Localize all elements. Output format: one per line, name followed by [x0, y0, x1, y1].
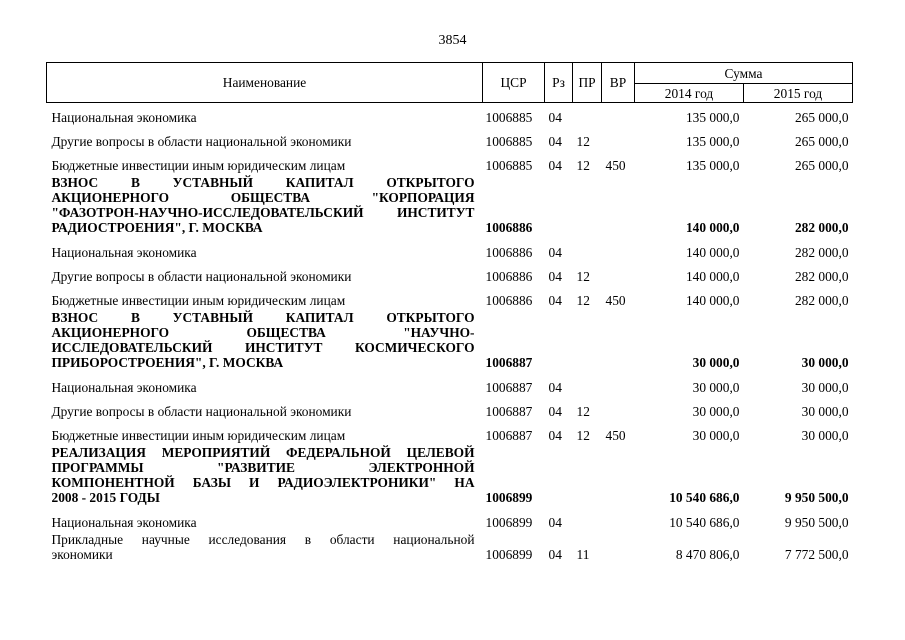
row-csr: 1006885 [485, 110, 533, 125]
row-rz: 04 [548, 380, 562, 395]
row-rz: 04 [548, 404, 562, 419]
row-rz: 04 [548, 515, 562, 530]
row-pr [573, 310, 602, 373]
row-name-line: 2008 - 2015 ГОДЫ [51, 490, 160, 505]
row-2015: 30 000,0 [801, 355, 849, 370]
row-name-line: ПРИБОРОСТРОЕНИЯ", Г. МОСКВА [51, 355, 284, 370]
row-pr [573, 508, 602, 532]
row-csr: 1006885 [485, 158, 533, 173]
row-name-line: ПРОГРАММЫ "РАЗВИТИЕ ЭЛЕКТРОННОЙ [51, 460, 475, 475]
row-2015: 9 950 500,0 [784, 490, 849, 505]
row-name [47, 532, 483, 564]
row-csr: 1006887 [485, 355, 533, 370]
row-vr [602, 175, 635, 238]
header-rz: Рз [545, 63, 573, 103]
row-name [47, 127, 483, 151]
row-2015: 7 772 500,0 [784, 547, 849, 562]
row-name [47, 397, 483, 421]
row-name-line: Бюджетные инвестиции иным юридическим лицам [51, 428, 346, 443]
row-csr: 1006887 [485, 380, 533, 395]
row-name-line: Национальная экономика [51, 110, 197, 125]
row-vr [602, 397, 635, 421]
row-2014: 140 000,0 [685, 269, 740, 284]
header-sum: Сумма [635, 63, 853, 84]
row-2014: 10 540 686,0 [669, 515, 740, 530]
row-csr: 1006899 [485, 515, 533, 530]
header-2015: 2015 год [744, 84, 853, 103]
row-name [47, 310, 483, 373]
row-csr: 1006886 [485, 293, 533, 308]
row-csr: 1006885 [485, 134, 533, 149]
row-rz: 04 [548, 547, 562, 562]
row-2015: 282 000,0 [794, 220, 849, 235]
row-rz: 04 [548, 110, 562, 125]
row-2014: 135 000,0 [685, 158, 740, 173]
header-csr: ЦСР [483, 63, 545, 103]
row-name-line: ВЗНОС В УСТАВНЫЙ КАПИТАЛ ОТКРЫТОГО [51, 175, 475, 190]
table-row [47, 175, 853, 238]
row-pr: 12 [576, 404, 590, 419]
row-vr [602, 532, 635, 564]
row-2014: 135 000,0 [685, 110, 740, 125]
row-name [47, 508, 483, 532]
row-pr [573, 445, 602, 508]
row-name-line: АКЦИОНЕРНОГО ОБЩЕСТВА "НАУЧНО- [51, 325, 475, 340]
row-name-line: Бюджетные инвестиции иным юридическим лицам [51, 158, 346, 173]
row-name-line: экономики [51, 547, 113, 562]
table-row [47, 262, 853, 286]
row-csr: 1006886 [485, 220, 533, 235]
row-name-line: Национальная экономика [51, 515, 197, 530]
row-vr [602, 238, 635, 262]
row-name-line: Национальная экономика [51, 380, 197, 395]
row-pr [573, 373, 602, 397]
row-2014: 30 000,0 [692, 380, 740, 395]
row-rz: 04 [548, 158, 562, 173]
row-name [47, 445, 483, 508]
budget-table [46, 62, 853, 564]
row-2015: 9 950 500,0 [784, 515, 849, 530]
header-name: Наименование [47, 63, 483, 103]
table-row [47, 532, 853, 564]
row-pr [573, 103, 602, 128]
row-2015: 265 000,0 [794, 158, 849, 173]
row-pr [573, 238, 602, 262]
row-name-line: Другие вопросы в области национальной экономики [51, 269, 352, 284]
header-vr: ВР [602, 63, 635, 103]
row-2015: 282 000,0 [794, 293, 849, 308]
row-rz [545, 445, 573, 508]
row-vr [602, 262, 635, 286]
row-pr: 11 [576, 547, 590, 562]
row-2015: 265 000,0 [794, 134, 849, 149]
row-name-line: "ФАЗОТРОН-НАУЧНО-ИССЛЕДОВАТЕЛЬСКИЙ ИНСТИТУТ [51, 205, 475, 220]
row-name [47, 421, 483, 445]
row-name-line: РАДИОСТРОЕНИЯ", Г. МОСКВА [51, 220, 263, 235]
row-csr: 1006886 [485, 269, 533, 284]
row-2015: 265 000,0 [794, 110, 849, 125]
row-name-line: Другие вопросы в области национальной экономики [51, 404, 352, 419]
row-name [47, 373, 483, 397]
row-2014: 30 000,0 [692, 355, 740, 370]
table-row [47, 373, 853, 397]
row-name-line: Другие вопросы в области национальной экономики [51, 134, 352, 149]
row-name-line: Бюджетные инвестиции иным юридическим лицам [51, 293, 346, 308]
row-pr: 12 [576, 269, 590, 284]
row-name [47, 151, 483, 175]
row-pr: 12 [576, 158, 590, 173]
row-vr [602, 445, 635, 508]
row-vr [602, 103, 635, 128]
row-name [47, 238, 483, 262]
row-vr: 450 [605, 293, 626, 308]
row-2015: 30 000,0 [801, 404, 849, 419]
table-row [47, 103, 853, 128]
row-2015: 282 000,0 [794, 269, 849, 284]
row-name-line: АКЦИОНЕРНОГО ОБЩЕСТВА "КОРПОРАЦИЯ [51, 190, 475, 205]
row-2014: 8 470 806,0 [675, 547, 740, 562]
row-2015: 282 000,0 [794, 245, 849, 260]
row-name-line: ИССЛЕДОВАТЕЛЬСКИЙ ИНСТИТУТ КОСМИЧЕСКОГО [51, 340, 475, 355]
header-pr: ПР [573, 63, 602, 103]
row-rz: 04 [548, 428, 562, 443]
row-2014: 30 000,0 [692, 404, 740, 419]
row-csr: 1006886 [485, 245, 533, 260]
row-rz: 04 [548, 269, 562, 284]
row-rz [545, 310, 573, 373]
row-rz [545, 175, 573, 238]
table-row [47, 238, 853, 262]
row-rz: 04 [548, 245, 562, 260]
row-name-line: Национальная экономика [51, 245, 197, 260]
row-name-line: ВЗНОС В УСТАВНЫЙ КАПИТАЛ ОТКРЫТОГО [51, 310, 475, 325]
table-body [47, 103, 853, 565]
row-vr: 450 [605, 158, 626, 173]
row-name [47, 103, 483, 128]
row-csr: 1006887 [485, 428, 533, 443]
row-name-line: Прикладные научные исследования в области национальной [51, 532, 475, 547]
row-pr: 12 [576, 134, 590, 149]
row-name [47, 175, 483, 238]
row-vr: 450 [605, 428, 626, 443]
row-csr: 1006887 [485, 404, 533, 419]
header-2014: 2014 год [635, 84, 744, 103]
row-name-line: РЕАЛИЗАЦИЯ МЕРОПРИЯТИЙ ФЕДЕРАЛЬНОЙ ЦЕЛЕВОЙ [51, 445, 475, 460]
row-name [47, 262, 483, 286]
row-pr: 12 [576, 428, 590, 443]
table-row [47, 151, 853, 175]
table-row [47, 310, 853, 373]
row-2014: 140 000,0 [685, 245, 740, 260]
row-vr [602, 127, 635, 151]
row-2014: 135 000,0 [685, 134, 740, 149]
row-name-line: КОМПОНЕНТНОЙ БАЗЫ И РАДИОЭЛЕКТРОНИКИ" НА [51, 475, 475, 490]
row-vr [602, 508, 635, 532]
table-row [47, 286, 853, 310]
row-pr: 12 [576, 293, 590, 308]
row-2015: 30 000,0 [801, 380, 849, 395]
row-2014: 30 000,0 [692, 428, 740, 443]
table-row [47, 445, 853, 508]
page-number: 3854 [438, 33, 467, 48]
row-2015: 30 000,0 [801, 428, 849, 443]
table-row [47, 397, 853, 421]
row-pr [573, 175, 602, 238]
row-name [47, 286, 483, 310]
row-csr: 1006899 [485, 547, 533, 562]
row-rz: 04 [548, 293, 562, 308]
row-rz: 04 [548, 134, 562, 149]
table-row [47, 127, 853, 151]
table-row [47, 421, 853, 445]
row-2014: 140 000,0 [685, 220, 740, 235]
table-row [47, 508, 853, 532]
row-vr [602, 310, 635, 373]
row-vr [602, 373, 635, 397]
row-2014: 140 000,0 [685, 293, 740, 308]
row-2014: 10 540 686,0 [669, 490, 740, 505]
row-csr: 1006899 [485, 490, 533, 505]
